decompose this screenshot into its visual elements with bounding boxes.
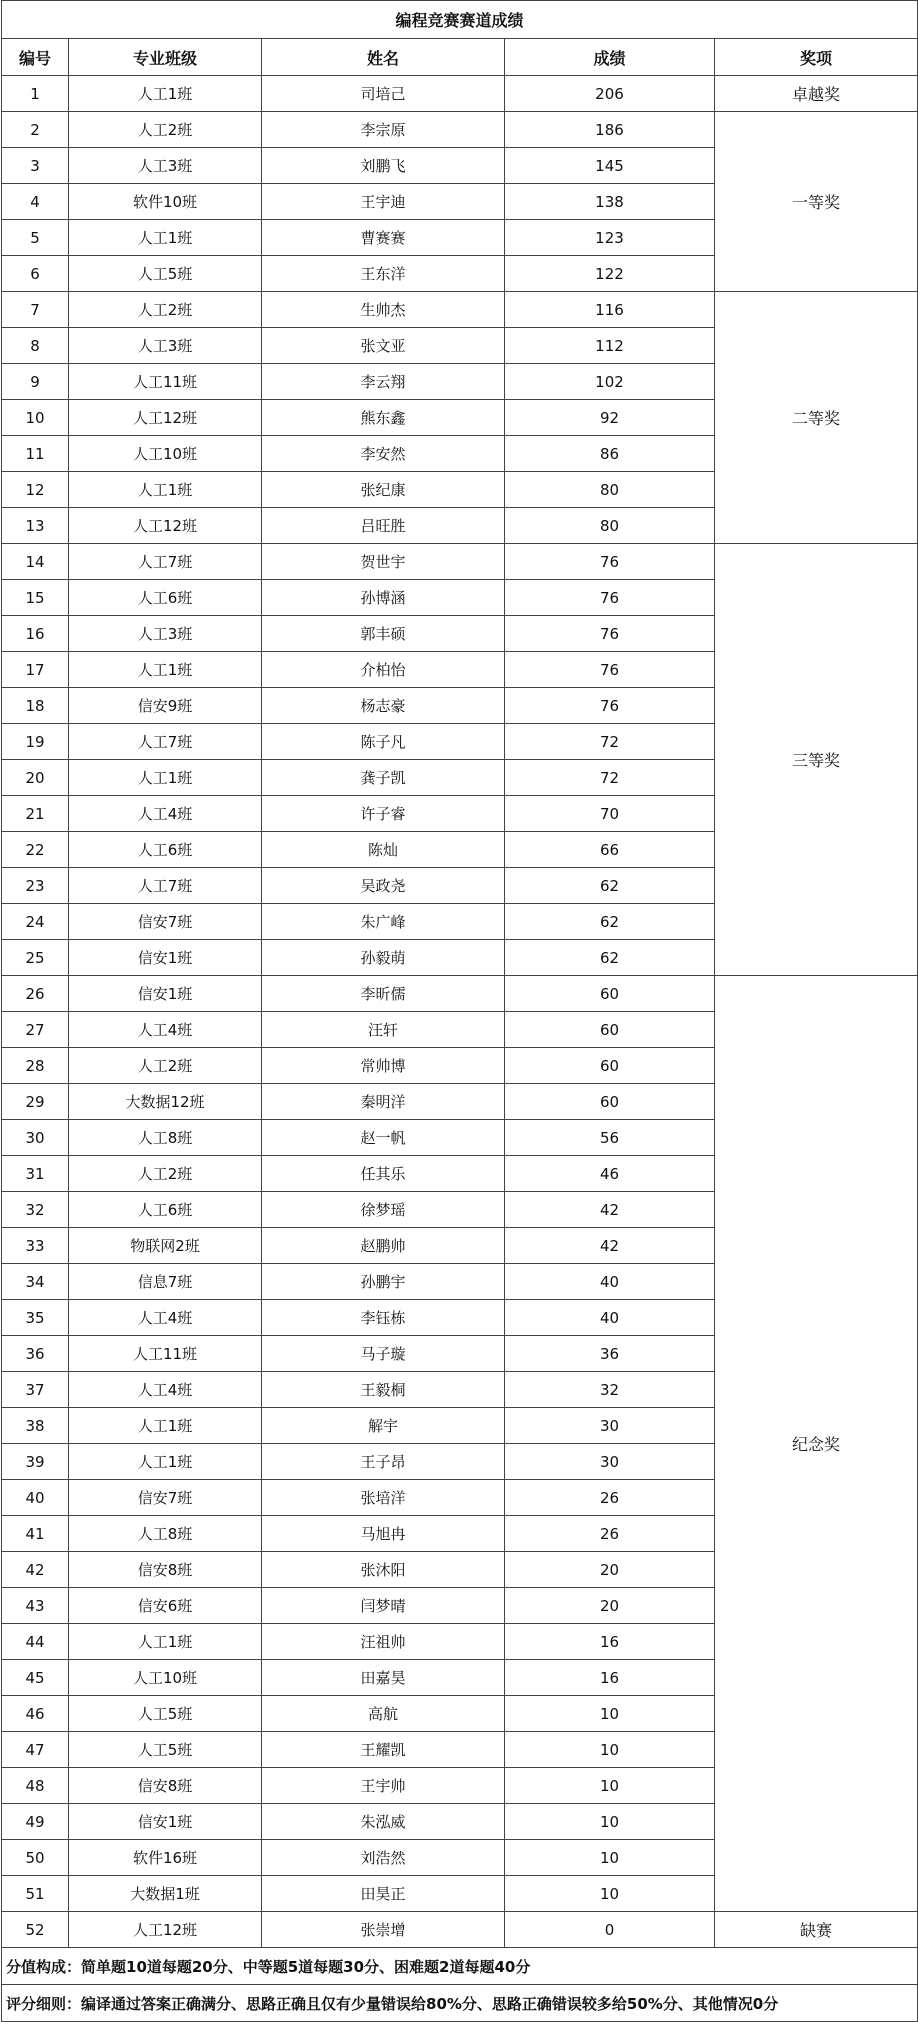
cell-score: 36 — [505, 1336, 715, 1372]
cell-class: 人工4班 — [69, 1372, 262, 1408]
cell-name: 熊东鑫 — [262, 400, 505, 436]
cell-class: 信安1班 — [69, 940, 262, 976]
cell-number: 45 — [2, 1660, 69, 1696]
cell-class: 人工12班 — [69, 400, 262, 436]
cell-number: 25 — [2, 940, 69, 976]
cell-number: 34 — [2, 1264, 69, 1300]
cell-class: 人工1班 — [69, 76, 262, 112]
cell-class: 人工1班 — [69, 1408, 262, 1444]
cell-score: 102 — [505, 364, 715, 400]
cell-class: 人工8班 — [69, 1516, 262, 1552]
cell-class: 人工5班 — [69, 1732, 262, 1768]
header-name: 姓名 — [262, 39, 505, 76]
cell-class: 信安7班 — [69, 1480, 262, 1516]
cell-class: 人工11班 — [69, 364, 262, 400]
cell-score: 20 — [505, 1552, 715, 1588]
cell-number: 48 — [2, 1768, 69, 1804]
cell-score: 16 — [505, 1624, 715, 1660]
cell-name: 王东洋 — [262, 256, 505, 292]
cell-class: 人工6班 — [69, 1192, 262, 1228]
cell-number: 23 — [2, 868, 69, 904]
cell-class: 人工7班 — [69, 544, 262, 580]
cell-class: 人工5班 — [69, 1696, 262, 1732]
cell-number: 13 — [2, 508, 69, 544]
cell-number: 18 — [2, 688, 69, 724]
cell-score: 112 — [505, 328, 715, 364]
cell-name: 张沐阳 — [262, 1552, 505, 1588]
cell-score: 10 — [505, 1732, 715, 1768]
cell-name: 徐梦瑶 — [262, 1192, 505, 1228]
cell-award: 纪念奖 — [715, 976, 918, 1912]
cell-name: 朱泓威 — [262, 1804, 505, 1840]
cell-class: 信息7班 — [69, 1264, 262, 1300]
cell-number: 17 — [2, 652, 69, 688]
cell-name: 张纪康 — [262, 472, 505, 508]
table-row — [2, 112, 918, 148]
cell-number: 35 — [2, 1300, 69, 1336]
cell-class: 物联网2班 — [69, 1228, 262, 1264]
cell-score: 122 — [505, 256, 715, 292]
cell-number: 20 — [2, 760, 69, 796]
cell-name: 王毅桐 — [262, 1372, 505, 1408]
cell-name: 田昊正 — [262, 1876, 505, 1912]
table-row — [2, 976, 918, 1012]
cell-award: 缺赛 — [715, 1912, 918, 1948]
cell-class: 信安8班 — [69, 1552, 262, 1588]
cell-class: 人工1班 — [69, 1444, 262, 1480]
cell-class: 软件16班 — [69, 1840, 262, 1876]
cell-name: 常帅博 — [262, 1048, 505, 1084]
cell-name: 秦明洋 — [262, 1084, 505, 1120]
cell-score: 62 — [505, 940, 715, 976]
cell-number: 36 — [2, 1336, 69, 1372]
scoring-rules-note: 评分细则：编译通过答案正确满分、思路正确且仅有少量错误给80%分、思路正确错误较多给50%分、其他情况0分 — [2, 1985, 918, 2022]
cell-number: 10 — [2, 400, 69, 436]
cell-score: 60 — [505, 1048, 715, 1084]
cell-class: 信安1班 — [69, 1804, 262, 1840]
cell-score: 206 — [505, 76, 715, 112]
header-class: 专业班级 — [69, 39, 262, 76]
cell-score: 186 — [505, 112, 715, 148]
cell-number: 49 — [2, 1804, 69, 1840]
cell-name: 曹赛赛 — [262, 220, 505, 256]
cell-number: 50 — [2, 1840, 69, 1876]
cell-name: 孙鹏宇 — [262, 1264, 505, 1300]
cell-number: 29 — [2, 1084, 69, 1120]
cell-score: 0 — [505, 1912, 715, 1948]
cell-name: 陈子凡 — [262, 724, 505, 760]
cell-name: 解宇 — [262, 1408, 505, 1444]
cell-score: 62 — [505, 904, 715, 940]
cell-name: 李宗原 — [262, 112, 505, 148]
cell-number: 41 — [2, 1516, 69, 1552]
cell-class: 信安8班 — [69, 1768, 262, 1804]
cell-class: 人工1班 — [69, 472, 262, 508]
cell-number: 9 — [2, 364, 69, 400]
table-row — [2, 76, 918, 112]
cell-name: 王耀凯 — [262, 1732, 505, 1768]
cell-score: 145 — [505, 148, 715, 184]
cell-score: 72 — [505, 724, 715, 760]
cell-class: 人工7班 — [69, 724, 262, 760]
cell-name: 马子璇 — [262, 1336, 505, 1372]
cell-name: 闫梦晴 — [262, 1588, 505, 1624]
cell-score: 42 — [505, 1228, 715, 1264]
cell-number: 27 — [2, 1012, 69, 1048]
score-composition-note: 分值构成：简单题10道每题20分、中等题5道每题30分、困难题2道每题40分 — [2, 1948, 918, 1985]
cell-number: 15 — [2, 580, 69, 616]
cell-number: 42 — [2, 1552, 69, 1588]
cell-number: 2 — [2, 112, 69, 148]
cell-class: 人工10班 — [69, 1660, 262, 1696]
cell-class: 信安1班 — [69, 976, 262, 1012]
cell-score: 60 — [505, 1084, 715, 1120]
cell-name: 李钰栋 — [262, 1300, 505, 1336]
cell-number: 5 — [2, 220, 69, 256]
cell-score: 16 — [505, 1660, 715, 1696]
cell-score: 76 — [505, 580, 715, 616]
cell-score: 10 — [505, 1876, 715, 1912]
cell-name: 张崇增 — [262, 1912, 505, 1948]
cell-score: 10 — [505, 1768, 715, 1804]
cell-class: 信安7班 — [69, 904, 262, 940]
results-table — [1, 0, 918, 2022]
cell-score: 80 — [505, 472, 715, 508]
cell-score: 10 — [505, 1840, 715, 1876]
cell-class: 人工4班 — [69, 1300, 262, 1336]
cell-score: 10 — [505, 1696, 715, 1732]
cell-name: 孙毅萌 — [262, 940, 505, 976]
cell-number: 39 — [2, 1444, 69, 1480]
cell-score: 10 — [505, 1804, 715, 1840]
cell-score: 62 — [505, 868, 715, 904]
cell-number: 14 — [2, 544, 69, 580]
cell-name: 郭丰硕 — [262, 616, 505, 652]
table-title: 编程竞赛赛道成绩 — [2, 1, 918, 39]
table-row — [2, 544, 918, 580]
cell-class: 人工2班 — [69, 1048, 262, 1084]
cell-name: 汪轩 — [262, 1012, 505, 1048]
cell-name: 马旭冉 — [262, 1516, 505, 1552]
cell-score: 76 — [505, 652, 715, 688]
header-number: 编号 — [2, 39, 69, 76]
cell-name: 李云翔 — [262, 364, 505, 400]
cell-name: 朱广峰 — [262, 904, 505, 940]
cell-number: 40 — [2, 1480, 69, 1516]
cell-score: 30 — [505, 1408, 715, 1444]
cell-class: 信安6班 — [69, 1588, 262, 1624]
cell-number: 43 — [2, 1588, 69, 1624]
cell-name: 生帅杰 — [262, 292, 505, 328]
cell-name: 介柏怡 — [262, 652, 505, 688]
cell-name: 汪祖帅 — [262, 1624, 505, 1660]
cell-number: 16 — [2, 616, 69, 652]
cell-score: 60 — [505, 976, 715, 1012]
cell-score: 138 — [505, 184, 715, 220]
cell-name: 张培洋 — [262, 1480, 505, 1516]
cell-score: 20 — [505, 1588, 715, 1624]
cell-number: 26 — [2, 976, 69, 1012]
cell-number: 1 — [2, 76, 69, 112]
cell-name: 张文亚 — [262, 328, 505, 364]
cell-name: 孙博涵 — [262, 580, 505, 616]
cell-award: 卓越奖 — [715, 76, 918, 112]
cell-score: 26 — [505, 1480, 715, 1516]
cell-number: 28 — [2, 1048, 69, 1084]
cell-name: 刘鹏飞 — [262, 148, 505, 184]
table-row — [2, 1912, 918, 1948]
cell-number: 32 — [2, 1192, 69, 1228]
cell-number: 51 — [2, 1876, 69, 1912]
cell-class: 人工1班 — [69, 220, 262, 256]
cell-number: 37 — [2, 1372, 69, 1408]
cell-number: 3 — [2, 148, 69, 184]
cell-name: 龚子凯 — [262, 760, 505, 796]
cell-number: 7 — [2, 292, 69, 328]
cell-number: 21 — [2, 796, 69, 832]
cell-score: 60 — [505, 1012, 715, 1048]
cell-name: 吕旺胜 — [262, 508, 505, 544]
cell-number: 24 — [2, 904, 69, 940]
cell-class: 人工6班 — [69, 832, 262, 868]
cell-class: 大数据12班 — [69, 1084, 262, 1120]
cell-class: 人工1班 — [69, 760, 262, 796]
cell-score: 42 — [505, 1192, 715, 1228]
cell-class: 信安9班 — [69, 688, 262, 724]
cell-score: 66 — [505, 832, 715, 868]
table-row — [2, 292, 918, 328]
cell-score: 26 — [505, 1516, 715, 1552]
cell-name: 高航 — [262, 1696, 505, 1732]
cell-score: 76 — [505, 616, 715, 652]
cell-award: 二等奖 — [715, 292, 918, 544]
cell-name: 田嘉昊 — [262, 1660, 505, 1696]
cell-score: 32 — [505, 1372, 715, 1408]
cell-number: 12 — [2, 472, 69, 508]
cell-score: 86 — [505, 436, 715, 472]
cell-name: 赵鹏帅 — [262, 1228, 505, 1264]
cell-name: 刘浩然 — [262, 1840, 505, 1876]
cell-score: 40 — [505, 1264, 715, 1300]
cell-score: 30 — [505, 1444, 715, 1480]
cell-number: 44 — [2, 1624, 69, 1660]
cell-name: 赵一帆 — [262, 1120, 505, 1156]
cell-class: 人工11班 — [69, 1336, 262, 1372]
cell-name: 司培己 — [262, 76, 505, 112]
cell-name: 李安然 — [262, 436, 505, 472]
cell-class: 人工1班 — [69, 1624, 262, 1660]
cell-score: 56 — [505, 1120, 715, 1156]
cell-number: 52 — [2, 1912, 69, 1948]
cell-score: 46 — [505, 1156, 715, 1192]
cell-class: 人工5班 — [69, 256, 262, 292]
cell-score: 40 — [505, 1300, 715, 1336]
cell-number: 30 — [2, 1120, 69, 1156]
cell-award: 三等奖 — [715, 544, 918, 976]
cell-class: 软件10班 — [69, 184, 262, 220]
results-sheet — [1, 0, 917, 2022]
header-award: 奖项 — [715, 39, 918, 76]
cell-score: 72 — [505, 760, 715, 796]
cell-number: 4 — [2, 184, 69, 220]
cell-number: 47 — [2, 1732, 69, 1768]
cell-score: 92 — [505, 400, 715, 436]
cell-class: 人工12班 — [69, 1912, 262, 1948]
cell-number: 33 — [2, 1228, 69, 1264]
cell-class: 人工7班 — [69, 868, 262, 904]
cell-score: 123 — [505, 220, 715, 256]
cell-score: 116 — [505, 292, 715, 328]
cell-class: 人工12班 — [69, 508, 262, 544]
cell-class: 人工10班 — [69, 436, 262, 472]
cell-name: 李昕儒 — [262, 976, 505, 1012]
header-row — [2, 39, 918, 76]
cell-number: 19 — [2, 724, 69, 760]
cell-name: 杨志豪 — [262, 688, 505, 724]
cell-class: 人工2班 — [69, 112, 262, 148]
cell-number: 8 — [2, 328, 69, 364]
cell-class: 人工3班 — [69, 148, 262, 184]
cell-score: 76 — [505, 688, 715, 724]
cell-class: 人工3班 — [69, 616, 262, 652]
cell-class: 人工1班 — [69, 652, 262, 688]
cell-class: 人工2班 — [69, 1156, 262, 1192]
table-body — [2, 76, 918, 1948]
cell-number: 38 — [2, 1408, 69, 1444]
cell-name: 任其乐 — [262, 1156, 505, 1192]
cell-name: 陈灿 — [262, 832, 505, 868]
cell-class: 人工3班 — [69, 328, 262, 364]
cell-name: 王子昂 — [262, 1444, 505, 1480]
cell-name: 王宇帅 — [262, 1768, 505, 1804]
cell-class: 大数据1班 — [69, 1876, 262, 1912]
cell-name: 吴政尧 — [262, 868, 505, 904]
cell-score: 70 — [505, 796, 715, 832]
cell-number: 6 — [2, 256, 69, 292]
cell-number: 11 — [2, 436, 69, 472]
header-score: 成绩 — [505, 39, 715, 76]
cell-class: 人工8班 — [69, 1120, 262, 1156]
cell-class: 人工2班 — [69, 292, 262, 328]
cell-number: 22 — [2, 832, 69, 868]
cell-name: 贺世宇 — [262, 544, 505, 580]
cell-class: 人工4班 — [69, 796, 262, 832]
cell-class: 人工4班 — [69, 1012, 262, 1048]
cell-name: 许子睿 — [262, 796, 505, 832]
cell-score: 80 — [505, 508, 715, 544]
cell-name: 王宇迪 — [262, 184, 505, 220]
cell-score: 76 — [505, 544, 715, 580]
cell-number: 31 — [2, 1156, 69, 1192]
cell-number: 46 — [2, 1696, 69, 1732]
cell-award: 一等奖 — [715, 112, 918, 292]
cell-class: 人工6班 — [69, 580, 262, 616]
